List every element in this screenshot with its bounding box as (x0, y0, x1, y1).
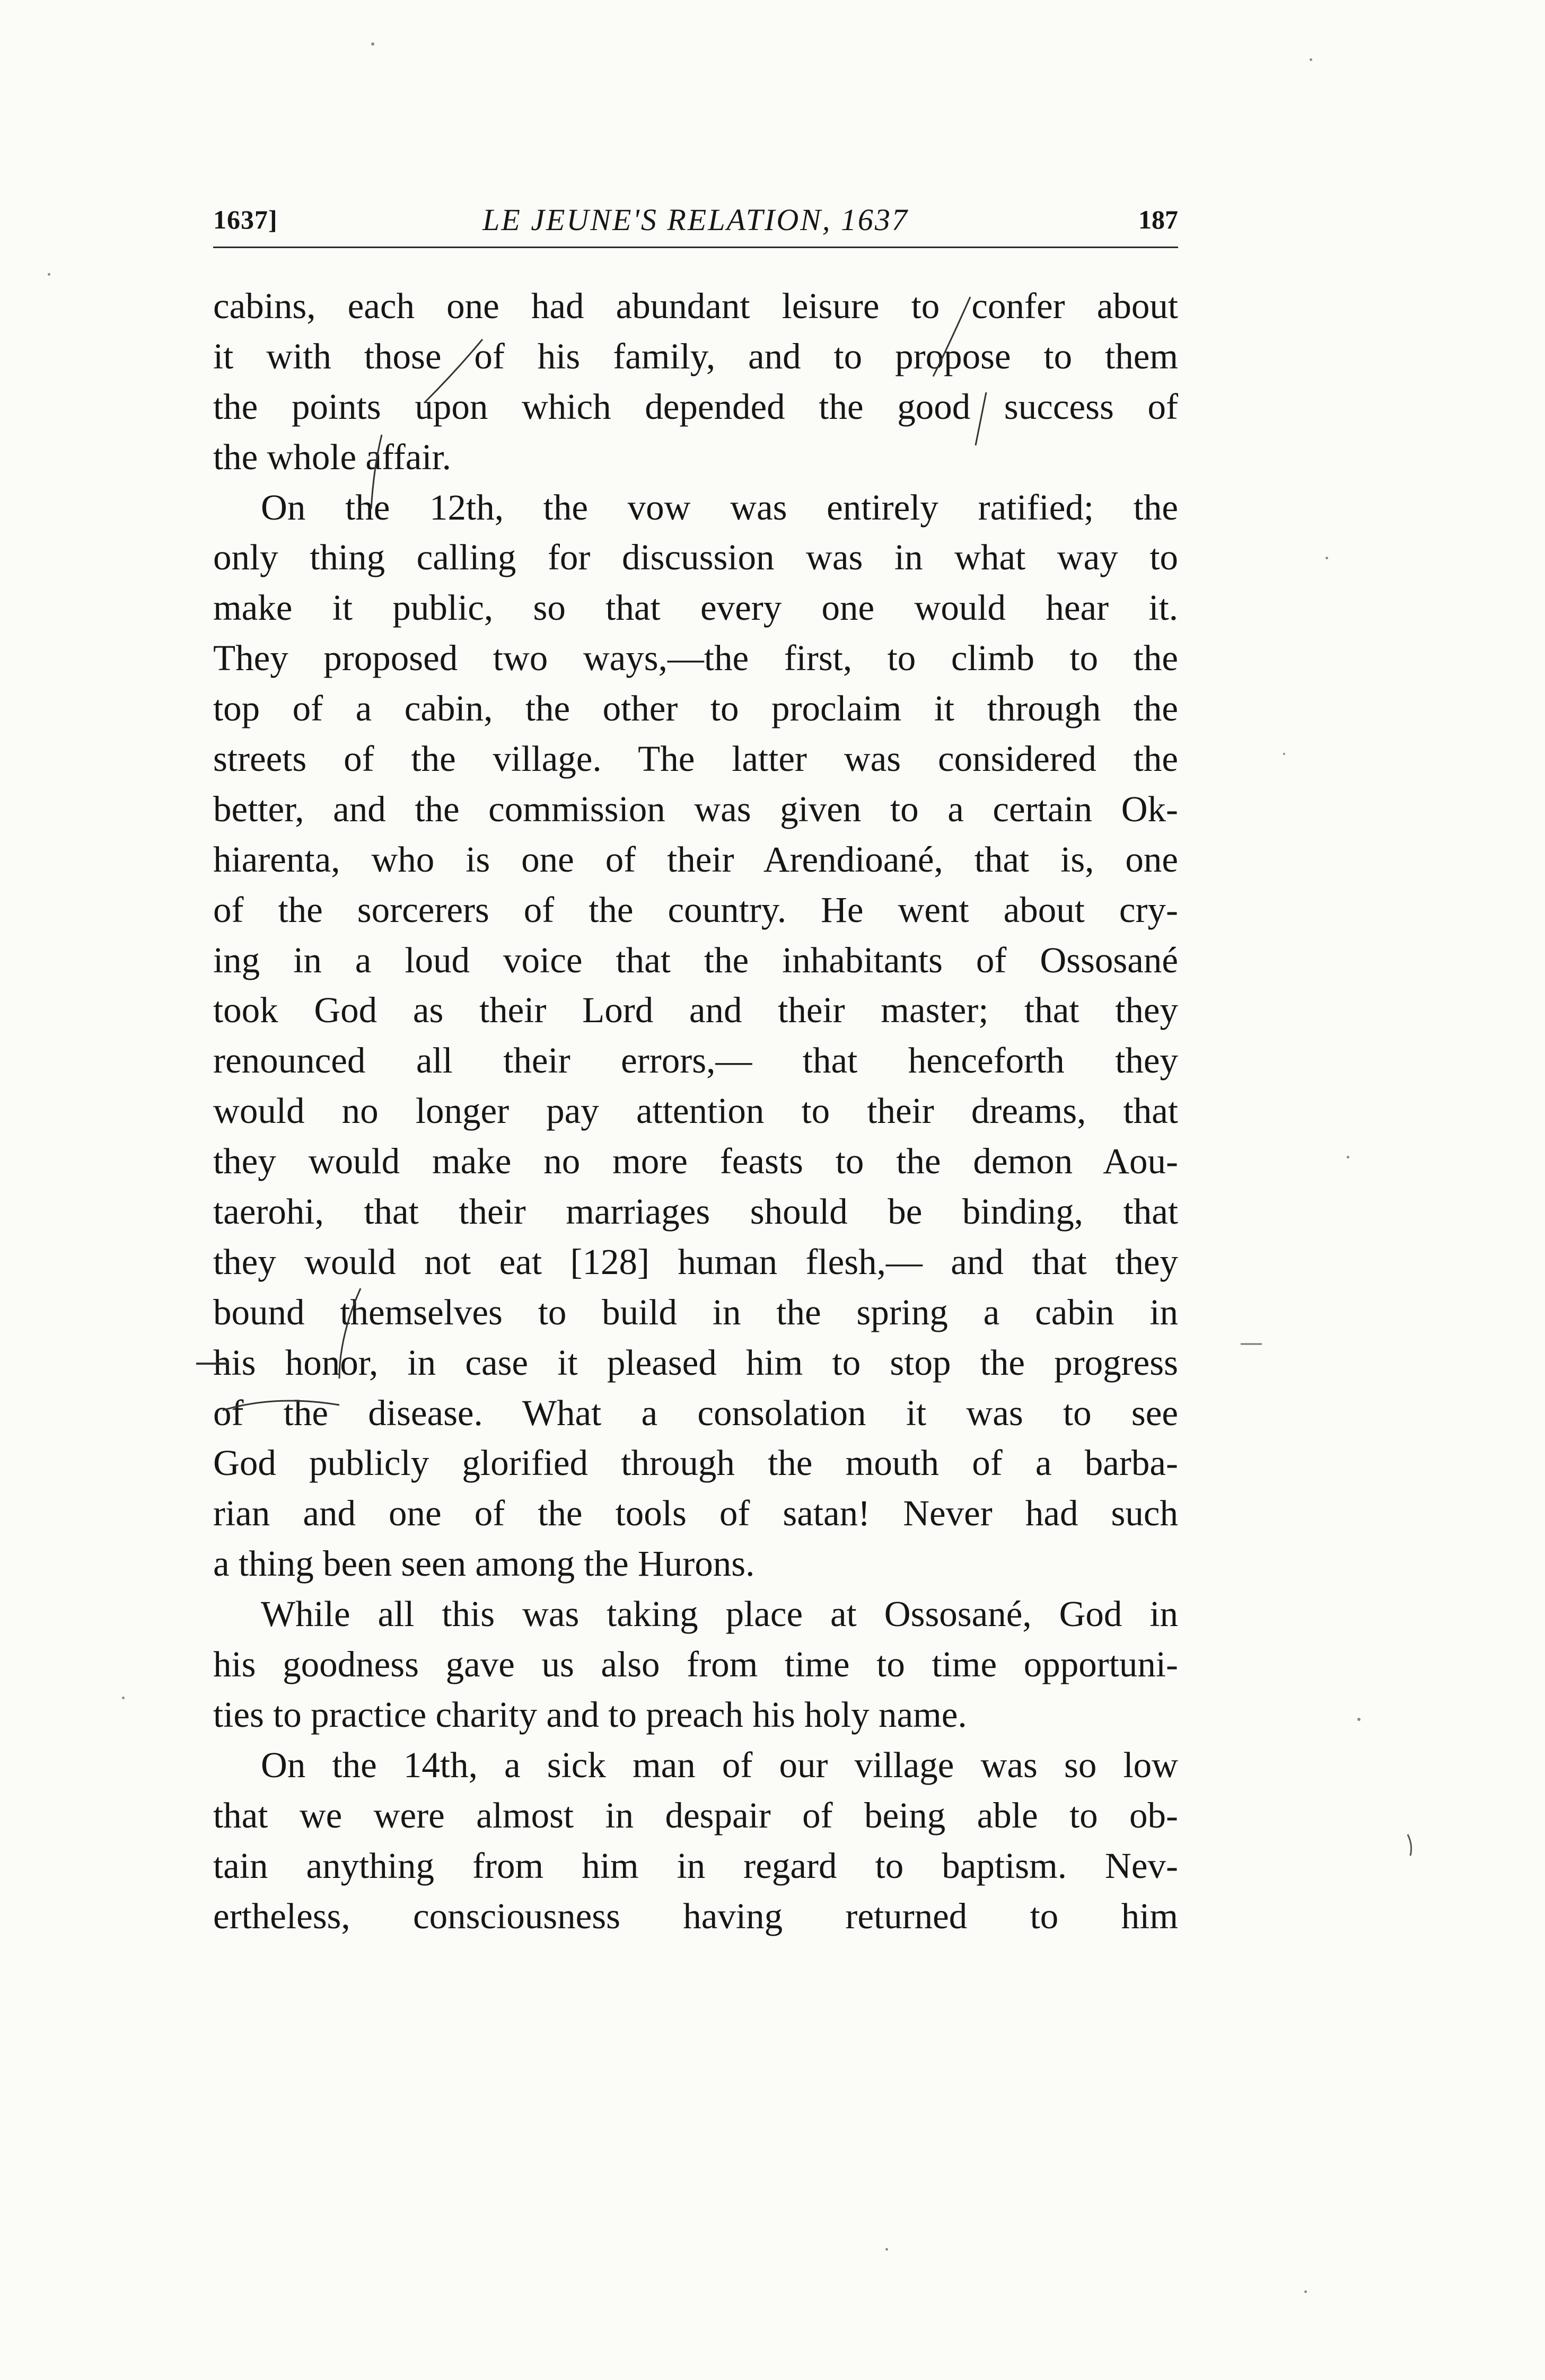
text-line: While all this was taking place at Ossosané, God in (261, 1594, 1178, 1635)
text-line: top of a cabin, the other to proclaim it through the (213, 688, 1178, 729)
text-line: tain anything from him in regard to baptism. Nev- (213, 1845, 1178, 1886)
text-line: ing in a loud voice that the inhabitants of Ossosané (213, 939, 1178, 980)
body-text (213, 281, 1178, 1941)
text-line: hiarenta, who is one of their Arendioané, that is, one (213, 839, 1178, 880)
text-line: took God as their Lord and their master; that they (213, 990, 1178, 1031)
text-line: On the 12th, the vow was entirely ratified; the (261, 487, 1178, 528)
text-line: better, and the commission was given to a certain Ok- (213, 788, 1178, 829)
text-line: they would not eat [128] human flesh,— and that they (213, 1241, 1178, 1282)
running-head (213, 199, 1178, 248)
pen-stroke (1408, 1834, 1411, 1856)
text-line: renounced all their errors,— that henceforth they (213, 1040, 1178, 1081)
text-line: his honor, in case it pleased him to stop the progress (213, 1342, 1178, 1383)
text-line: bound themselves to build in the spring a cabin in (213, 1292, 1178, 1332)
text-line: would no longer pay attention to their dreams, that (213, 1091, 1178, 1131)
running-head-title: LE JEUNE'S RELATION, 1637 (482, 203, 909, 237)
text-line: his goodness gave us also from time to time opportuni- (213, 1644, 1178, 1685)
text-line: they would make no more feasts to the demon Aou- (213, 1141, 1178, 1182)
text-line: it with those of his family, and to propose to them (213, 336, 1178, 376)
text-line: only thing calling for discussion was in what way to (213, 537, 1178, 578)
text-line: God publicly glorified through the mouth of a barba- (213, 1443, 1178, 1483)
text-line: the whole affair. (213, 436, 451, 477)
text-line: ertheless, consciousness having returned to him (213, 1895, 1178, 1936)
running-head-year: 1637] (213, 205, 278, 234)
text-line: of the disease. What a consolation it was to see (213, 1392, 1178, 1433)
page-number: 187 (1138, 205, 1178, 234)
text-line: the points upon which depended the good success of (213, 386, 1178, 427)
text-line: make it public, so that every one would hear it. (213, 587, 1178, 628)
text-line: taerohi, that their marriages should be binding, that (213, 1191, 1178, 1232)
text-line: cabins, each one had abundant leisure to confer about (213, 286, 1178, 326)
text-line: of the sorcerers of the country. He went about cry- (213, 889, 1178, 930)
text-line: that we were almost in despair of being able to ob- (213, 1795, 1178, 1836)
text-line: On the 14th, a sick man of our village was so low (261, 1744, 1178, 1785)
text-line: a thing been seen among the Hurons. (213, 1543, 755, 1584)
text-line: They proposed two ways,—the first, to climb to the (213, 638, 1178, 679)
text-line: ties to practice charity and to preach his holy name. (213, 1694, 967, 1735)
text-line: streets of the village. The latter was considered the (213, 739, 1178, 779)
text-line: rian and one of the tools of satan! Never had such (213, 1493, 1178, 1534)
